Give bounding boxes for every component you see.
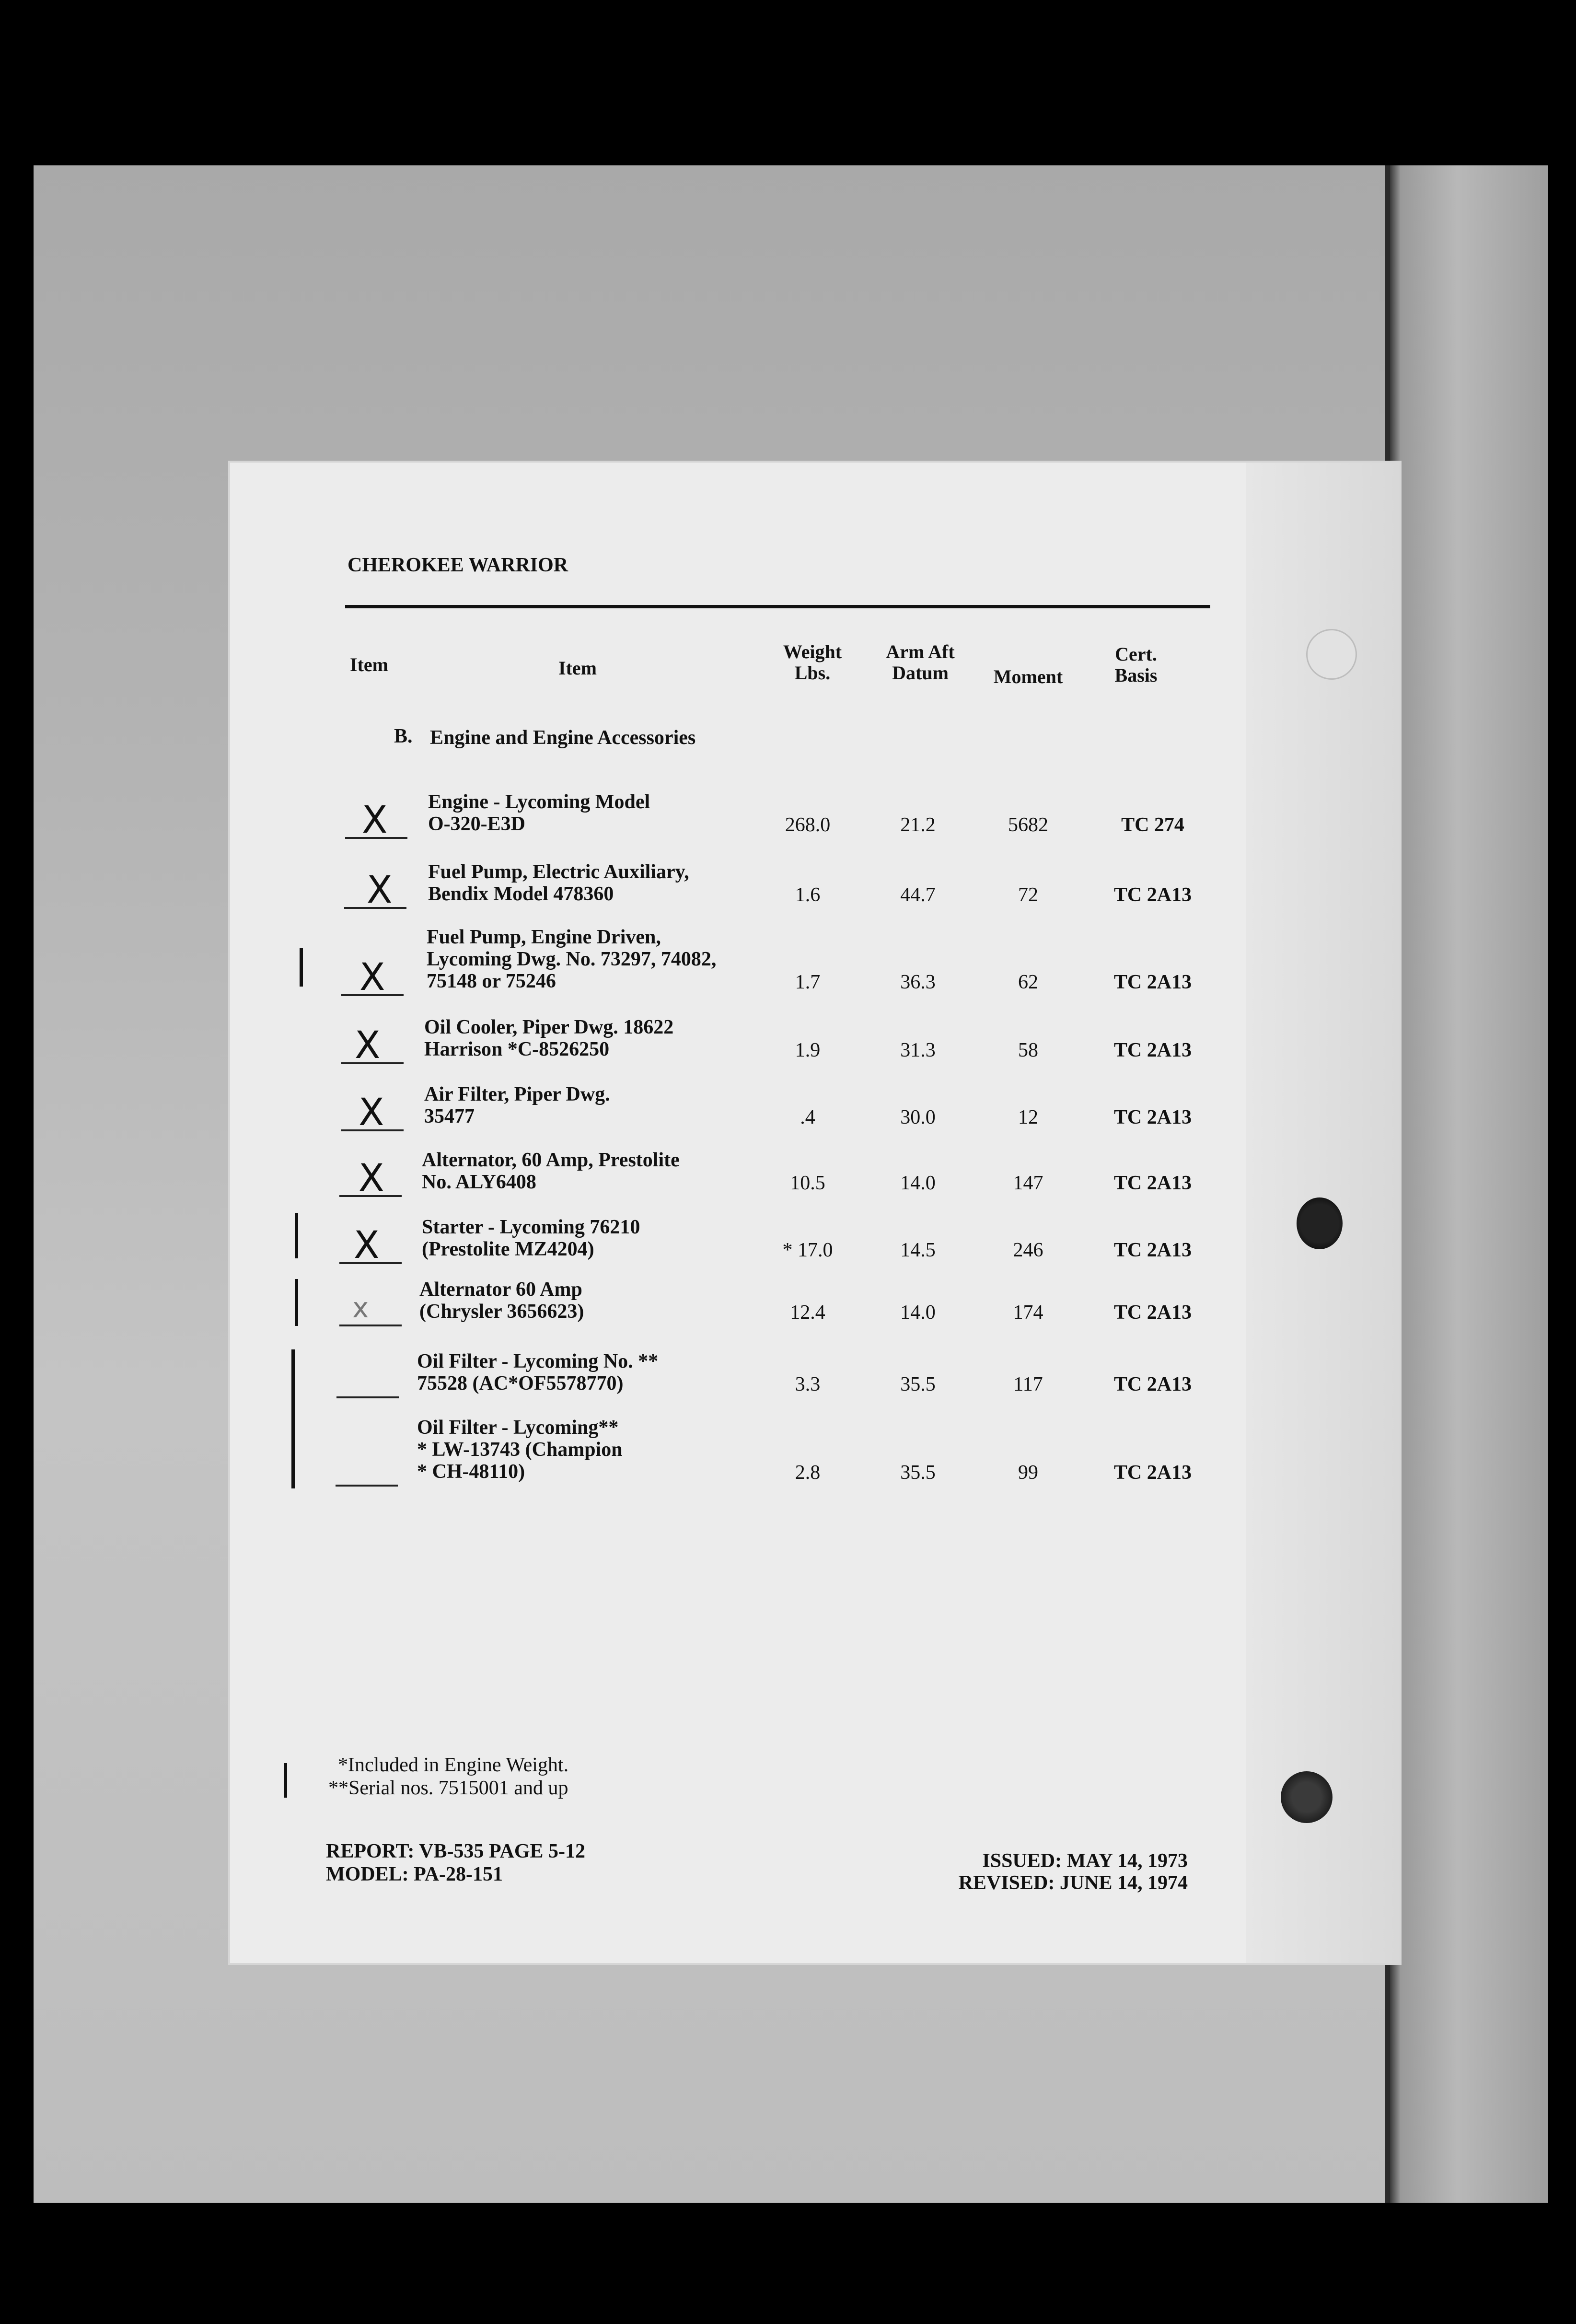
row-cert: TC 2A13 [1113, 1239, 1192, 1261]
col-header-arm-line1: Arm Aft [886, 641, 955, 662]
row-moment: 174 [1013, 1301, 1043, 1324]
row-arm: 21.2 [900, 814, 936, 836]
revision-bar [284, 1763, 287, 1798]
row-weight: 12.4 [790, 1301, 825, 1324]
row-description-line: Fuel Pump, Electric Auxiliary, [428, 861, 689, 883]
row-moment: 5682 [1008, 814, 1048, 836]
handwritten-check-mark: X [359, 956, 385, 999]
row-description-line: 75528 (AC*OF5578770) [417, 1372, 624, 1394]
row-cert: TC 2A13 [1113, 884, 1192, 906]
punch-hole-top [1306, 629, 1357, 680]
row-description-line: (Chrysler 3656623) [419, 1301, 584, 1323]
col-header-weight-line2: Lbs. [794, 662, 831, 684]
col-header-weight [765, 641, 860, 684]
row-moment: 117 [1013, 1373, 1043, 1395]
handwritten-check-mark: X [354, 1224, 380, 1267]
col-header-arm [870, 641, 971, 684]
revision-bar [295, 1213, 298, 1258]
row-description-line: (Prestolite MZ4204) [422, 1238, 594, 1260]
row-cert: TC 2A13 [1113, 1172, 1192, 1194]
item-check-line [339, 1325, 402, 1326]
row-arm: 14.0 [900, 1172, 936, 1194]
row-description-line: O-320-E3D [428, 813, 525, 835]
row-weight: * 17.0 [782, 1239, 833, 1261]
revision-bar [291, 1349, 295, 1488]
row-arm: 31.3 [900, 1039, 936, 1061]
row-description-line: Alternator, 60 Amp, Prestolite [422, 1149, 680, 1171]
row-cert: TC 2A13 [1113, 1039, 1192, 1061]
row-moment: 99 [1018, 1462, 1038, 1484]
section-letter: B. [394, 725, 413, 747]
row-weight: 1.9 [795, 1039, 821, 1061]
document-page [230, 463, 1400, 1963]
row-moment: 12 [1018, 1106, 1038, 1128]
row-weight: 3.3 [795, 1373, 821, 1395]
col-header-cert [1088, 644, 1184, 686]
revision-bar [300, 948, 303, 987]
row-arm: 44.7 [900, 884, 936, 906]
row-description-line: Oil Cooler, Piper Dwg. 18622 [424, 1016, 674, 1038]
row-description-line: 35477 [424, 1105, 475, 1127]
row-description-line: Oil Filter - Lycoming** [417, 1417, 619, 1439]
row-weight: 1.7 [795, 971, 821, 993]
row-description-line: Air Filter, Piper Dwg. [424, 1083, 610, 1105]
handwritten-check-mark: X [362, 799, 388, 842]
row-arm: 35.5 [900, 1462, 936, 1484]
handwritten-check-mark: x [352, 1291, 369, 1324]
footer-issued: ISSUED: MAY 14, 1973 [982, 1850, 1188, 1872]
row-weight: 10.5 [790, 1172, 825, 1194]
row-description-line: Oil Filter - Lycoming No. ** [417, 1350, 659, 1372]
page-title: CHEROKEE WARRIOR [348, 554, 568, 576]
item-check-line [336, 1485, 398, 1487]
handwritten-check-mark: X [359, 1091, 384, 1134]
row-weight: 2.8 [795, 1462, 821, 1484]
row-description-line: No. ALY6408 [422, 1171, 536, 1193]
col-header-moment: Moment [993, 666, 1063, 687]
row-cert: TC 2A13 [1113, 1373, 1192, 1395]
row-weight: 1.6 [795, 884, 821, 906]
col-header-weight-line1: Weight [783, 641, 842, 662]
col-header-item-no: Item [350, 654, 388, 675]
row-description-line: * CH-48110) [417, 1461, 525, 1483]
row-moment: 246 [1013, 1239, 1043, 1261]
row-moment: 147 [1013, 1172, 1043, 1194]
row-cert: TC 2A13 [1113, 971, 1192, 993]
item-check-line [336, 1396, 399, 1398]
punch-hole-bottom [1281, 1771, 1333, 1823]
row-description-line: * LW-13743 (Champion [417, 1439, 623, 1461]
handwritten-check-mark: X [359, 1157, 384, 1200]
row-moment: 72 [1018, 884, 1038, 906]
footer-report: REPORT: VB-535 PAGE 5-12 [326, 1840, 586, 1862]
title-rule [345, 605, 1210, 608]
row-description-line: Bendix Model 478360 [428, 883, 614, 905]
footnote-engine-weight: *Included in Engine Weight. [338, 1754, 569, 1776]
row-cert: TC 2A13 [1113, 1106, 1192, 1128]
row-arm: 14.5 [900, 1239, 936, 1261]
binder-edge-strip [1390, 165, 1548, 2203]
footer-revised: REVISED: JUNE 14, 1974 [958, 1872, 1188, 1894]
row-weight: 268.0 [785, 814, 831, 836]
row-description-line: Harrison *C-8526250 [424, 1038, 610, 1060]
row-cert: TC 274 [1121, 814, 1184, 836]
row-moment: 58 [1018, 1039, 1038, 1061]
row-description-line: Engine - Lycoming Model [428, 791, 650, 813]
row-arm: 35.5 [900, 1373, 936, 1395]
col-header-cert-line1: Cert. [1115, 643, 1157, 665]
handwritten-check-mark: X [367, 869, 393, 912]
row-weight: .4 [800, 1106, 815, 1128]
row-cert: TC 2A13 [1113, 1462, 1192, 1484]
row-description-line: Fuel Pump, Engine Driven, [427, 926, 661, 948]
row-arm: 30.0 [900, 1106, 936, 1128]
col-header-arm-line2: Datum [892, 662, 949, 684]
col-header-cert-line2: Basis [1114, 664, 1158, 686]
row-arm: 36.3 [900, 971, 936, 993]
row-cert: TC 2A13 [1113, 1301, 1192, 1324]
row-arm: 14.0 [900, 1301, 936, 1324]
revision-bar [295, 1279, 298, 1326]
row-moment: 62 [1018, 971, 1038, 993]
footer-model: MODEL: PA-28-151 [326, 1863, 503, 1885]
handwritten-check-mark: X [355, 1024, 381, 1067]
row-description-line: Lycoming Dwg. No. 73297, 74082, [427, 948, 717, 970]
row-description-line: Starter - Lycoming 76210 [422, 1216, 640, 1238]
col-header-item: Item [558, 657, 597, 679]
row-description-line: Alternator 60 Amp [419, 1278, 582, 1301]
punch-hole-middle [1297, 1197, 1343, 1249]
section-title: Engine and Engine Accessories [430, 727, 696, 749]
footnote-serial-numbers: **Serial nos. 7515001 and up [328, 1777, 568, 1799]
row-description-line: 75148 or 75246 [427, 970, 556, 992]
